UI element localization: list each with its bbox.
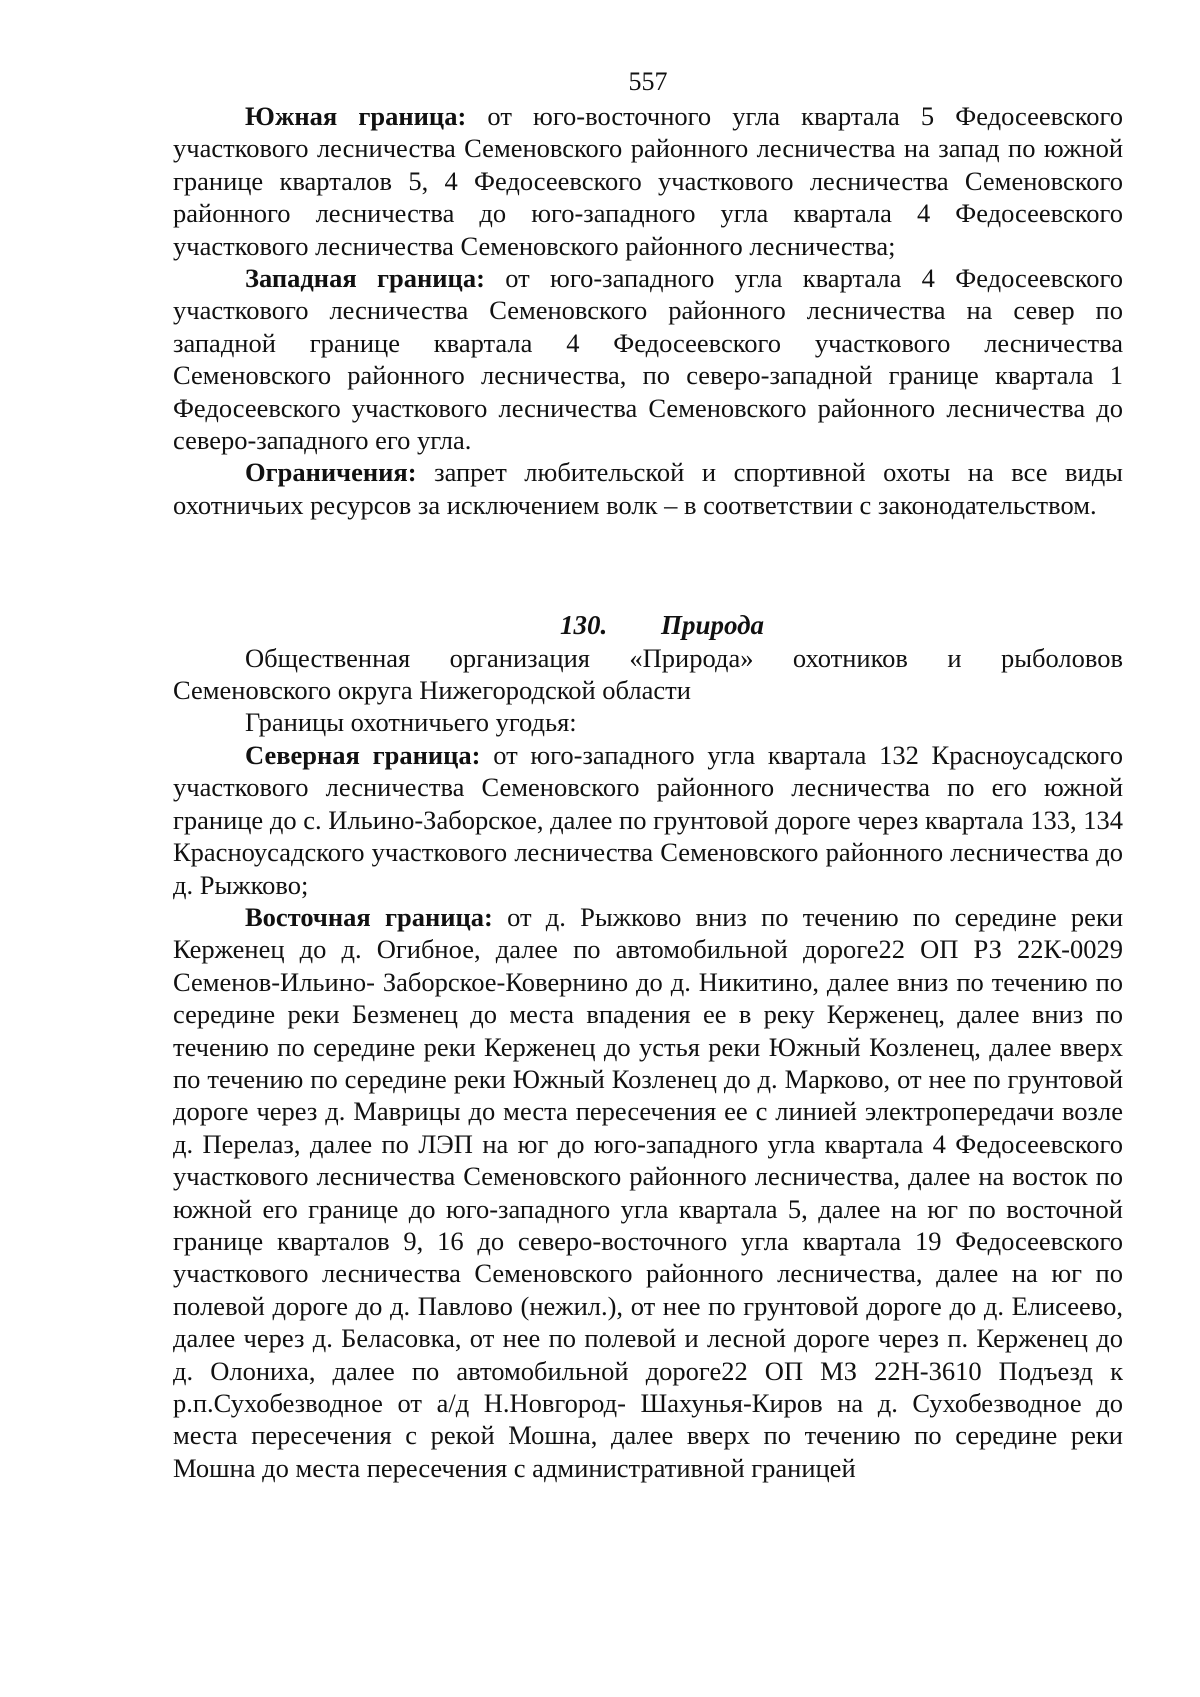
south-border-paragraph bbox=[173, 100, 1123, 262]
east-border-paragraph bbox=[173, 901, 1123, 1484]
north-border-label: Северная граница: bbox=[245, 739, 481, 770]
east-border-text: от д. Рыжково вниз по течению по середине реки Керженец до д. Огибное, далее по автомобильной дороге22 ОП РЗ 22К-0029 Семенов-Ильино- Заборское-Ковернино до д. Никитино, далее вниз по течению по середине реки Безменец до места впадения ее в реку Керженец, далее вниз по течению по середине реки Керженец до устья реки Южный Козленец, далее вверх по течению по середине реки Южный Козленец до д. Марково, от нее по грунтовой дороге через д. Маврицы до места пересечения ее с линией электропередачи возле д. Перелаз, далее по ЛЭП на юг до юго-западного угла квартала 4 Федосеевского участкового лесничества Семеновского районного лесничества, далее на восток по южной его границе до юго-западного угла квартала 5, далее на юг по восточной границе кварталов 9, 16 до северо-восточного угла квартала 19 Федосеевского участкового лесничества Семеновского районного лесничества, далее на юг по полевой дороге до д. Павлово (нежил.), от нее по грунтовой дороге до д. Елисеево, далее через д. Беласовка, от нее по полевой и лесной дороге через п. Керженец до д. Олониха, далее по автомобильной дороге22 ОП МЗ 22Н-3610 Подъезд к р.п.Сухобезводное от а/д Н.Новгород- Шахунья-Киров на д. Сухобезводное до места пересечения с рекой Мошна, далее вверх по течению по середине реки Мошна до места пересечения с административной границей bbox=[173, 901, 1123, 1483]
section-gap bbox=[173, 521, 1123, 609]
section-title: Природа bbox=[661, 610, 765, 641]
section-number: 130. bbox=[560, 610, 608, 641]
page-number: 557 bbox=[628, 67, 668, 96]
restrictions-label: Ограничения: bbox=[245, 457, 417, 488]
west-border-label: Западная граница: bbox=[245, 263, 485, 294]
restrictions-paragraph bbox=[173, 456, 1123, 521]
west-border-text: от юго-западного угла квартала 4 Федосеевского участкового лесничества Семеновского районного лесничества на север по западной границе квартала 4 Федосеевского участкового лесничества Семеновского районного лесничества, по северо-западной границе квартала 1 Федосеевского участкового лесничества Семеновского районного лесничества до северо-западного его угла. bbox=[173, 263, 1123, 456]
restrictions-text: запрет любительской и спортивной охоты на все виды охотничьих ресурсов за исключением волк – в соответствии с законодательством. bbox=[173, 457, 1123, 520]
section-heading bbox=[173, 609, 1123, 641]
east-border-label: Восточная граница: bbox=[245, 901, 493, 932]
west-border-paragraph bbox=[173, 262, 1123, 456]
south-border-label: Южная граница: bbox=[245, 101, 467, 131]
document-page bbox=[173, 66, 1123, 1484]
north-border-text: от юго-западного угла квартала 132 Красноусадского участкового лесничества Семеновского районного лесничества по его южной границе до с. Ильино-Заборское, далее по грунтовой дороге через квартала 133, 134 Красноусадского участкового лесничества Семеновского районного лесничества до д. Рыжково; bbox=[173, 739, 1124, 900]
organization-paragraph: Общественная организация «Природа» охотников и рыболовов Семеновского округа Нижегородской области bbox=[173, 642, 1123, 706]
north-border-paragraph bbox=[173, 739, 1123, 901]
borders-intro: Границы охотничьего угодья: bbox=[245, 707, 577, 738]
south-border-text: от юго-восточного угла квартала 5 Федосеевского участкового лесничества Семеновского районного лесничества на запад по южной границе кварталов 5, 4 Федосеевского участкового лесничества Семеновского районного лесничества до юго-западного угла квартала 4 Федосеевского участкового лесничества Семеновского районного лесничества; bbox=[173, 101, 1123, 261]
